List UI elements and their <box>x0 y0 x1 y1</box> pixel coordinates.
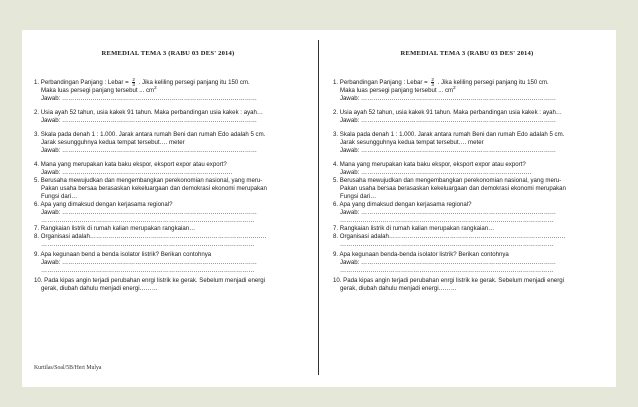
question-3: 3. Skala pada denah 1 : 1.000. Jarak antara rumah Beni dan rumah Edo adalah 5 cm. Jarak sesungguhnya kedua tempat tersebut…. meter Jawab: …………………………………………………………………………………… <box>34 131 302 155</box>
question-1: 1. Perbandingan Panjang : Lebar = $\frac{2}{3}$ . Jika keliling persegi panjang itu 150 cm. Maka luas persegi panjang tersebut ... $cm^2$ Jawab: …………………………………………………………………………………… <box>333 78 601 103</box>
question-2: 2. Usia ayah 52 tahun, usia kakek 91 tahun. Maka perbandingan usia kakek : ayah… Jawab: …………………………………………………………………………………… <box>34 109 302 125</box>
question-10: 10. Pada kipas angin terjadi perubahan enrgi listrik ke gerak. Sebelum menjadi energi gerak, diubah dahulu menjadi energi……… <box>34 277 266 293</box>
answer-line: Jawab: …………………………………………………………………………………… <box>41 209 258 217</box>
answer-line: …………………………………………………………………………………………… <box>340 241 554 249</box>
worksheet-title: REMEDIAL TEMA 3 (RABU 03 DES' 2014) <box>101 50 235 57</box>
question-9: 9. Apa kegunaan bend a benda isolator listrik? Berikan contohnya Jawab: …………………………………………………………………………………… …………………………………………………………………………………………… <box>34 251 302 275</box>
worksheet-column-right <box>333 50 601 293</box>
answer-line: …………………………………………………………………………………………… <box>41 241 255 249</box>
question-8: 8. Organisasi adalah…………………………………………………………………………… …………………………………………………………………………………………… <box>333 233 601 249</box>
footer-credit: Kurtilas/Soal/5B/Heri Mulya <box>34 365 102 371</box>
fraction: $\frac{2}{3}$ <box>132 78 135 87</box>
answer-line: Jawab: …………………………………………………………………………………… <box>340 147 557 155</box>
question-4: 4. Mana yang merupakan kata baku ekspor, eksport expor atau export? Jawab: ………………………………………………………………………… <box>34 161 302 177</box>
question-4: 4. Mana yang merupakan kata baku ekspor, eksport expor atau export? Jawab: ………………………………………………………………………… <box>333 161 601 177</box>
answer-line: Jawab: ………………………………………………………………………… <box>340 169 532 177</box>
column-divider <box>318 40 319 375</box>
worksheet-column-left <box>34 50 302 293</box>
question-7: 7. Rangkaian listrik di rumah kalian merupakan rangkaian… <box>333 225 495 233</box>
answer-line: Jawab: …………………………………………………………………………………… <box>41 117 258 125</box>
answer-line: Jawab: …………………………………………………………………………………… <box>41 95 258 103</box>
answer-line: Jawab: …………………………………………………………………………………… <box>41 259 258 267</box>
answer-line: Jawab: …………………………………………………………………………………… <box>340 209 557 217</box>
fraction: $\frac{2}{3}$ <box>431 78 434 87</box>
answer-line: Jawab: …………………………………………………………………………………… <box>340 95 557 103</box>
answer-line: …………………………………………………………………………………………… <box>340 217 554 225</box>
answer-line: Jawab: …………………………………………………………………………………… <box>41 147 258 155</box>
question-10: 10. Pada kipas angin terjadi perubahan enrgi listrik ke gerak. Sebelum menjadi energi gerak, diubah dahulu menjadi energi……… <box>333 277 565 293</box>
answer-line: …………………………………………………………………………………………… <box>340 267 554 275</box>
question-1: 1. Perbandingan Panjang : Lebar = $\frac{2}{3}$ . Jika keliling persegi panjang itu 150 cm. Maka luas persegi panjang tersebut ... $cm^2$ Jawab: …………………………………………………………………………………… <box>34 78 302 103</box>
question-6: 6. Apa yang dimaksud dengan kerjasama regional? Jawab: …………………………………………………………………………………… …………………………………………………………………………………………… <box>34 201 302 225</box>
question-5: 5. Berusaha mewujudkan dan mengembangkan perekonomian nasional, yang meru- Pakan usaha bersaa berasaskan kekeluargaan dan demokrasi ekonomi merupakan Fungsi dari… <box>34 177 267 201</box>
question-7: 7. Rangkaian listrik di rumah kalian merupakan rangkaian… <box>34 225 196 233</box>
question-2: 2. Usia ayah 52 tahun, usia kakek 91 tahun. Maka perbandingan usia kakek : ayah… Jawab: …………………………………………………………………………………… <box>333 109 601 125</box>
question-8: 8. Organisasi adalah…………………………………………………………………………… …………………………………………………………………………………………… <box>34 233 302 249</box>
question-5: 5. Berusaha mewujudkan dan mengembangkan perekonomian nasional, yang meru- Pakan usaha bersaa berasaskan kekeluargaan dan demokrasi ekonomi merupakan Fungsi dari… <box>333 177 566 201</box>
answer-line: Jawab: …………………………………………………………………………………… <box>340 117 557 125</box>
question-6: 6. Apa yang dimaksud dengan kerjasama regional? Jawab: …………………………………………………………………………………… …………………………………………………………………………………………… <box>333 201 601 225</box>
question-9: 9. Apa kegunaan benda-benda isolator listrik? Berikan contohnya Jawab: …………………………………………………………………………………… …………………………………………………………………………………………… <box>333 251 601 275</box>
question-3: 3. Skala pada denah 1 : 1.000. Jarak antara rumah Beni dan rumah Edo adalah 5 cm. Jarak sesungguhnya kedua tempat tersebut…. meter Jawab: …………………………………………………………………………………… <box>333 131 601 155</box>
worksheet-title: REMEDIAL TEMA 3 (RABU 03 DES' 2014) <box>400 50 534 57</box>
answer-line: Jawab: …………………………………………………………………………………… <box>340 259 557 267</box>
answer-line: …………………………………………………………………………………………… <box>41 267 255 275</box>
answer-line: Jawab: ………………………………………………………………………… <box>41 169 233 177</box>
answer-line: …………………………………………………………………………………………… <box>41 217 255 225</box>
